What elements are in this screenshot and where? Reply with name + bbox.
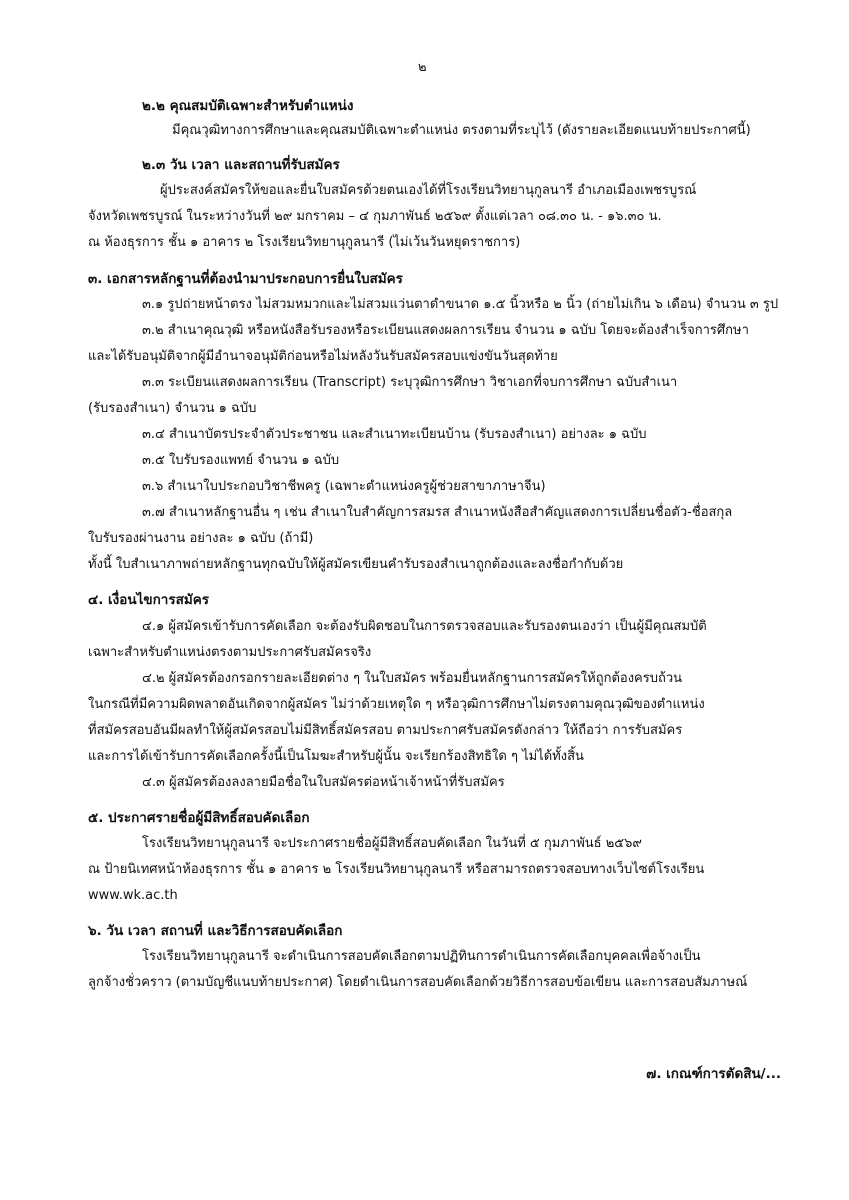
section-2-3-line-3: ณ ห้องธุรการ ชั้น ๑ อาคาร ๒ โรงเรียนวิทยานุกูลนารี (ไม่เว้นวันหยุดราชการ) bbox=[88, 235, 521, 250]
section-6-line-1: โรงเรียนวิทยานุกูลนารี จะดำเนินการสอบคัดเลือกตามปฏิทินการดำเนินการคัดเลือกบุคคลเพื่อจ้างเป็น bbox=[142, 949, 701, 964]
section-5-website: www.wk.ac.th bbox=[88, 888, 178, 903]
section-5-line-1: โรงเรียนวิทยานุกูลนารี จะประกาศรายชื่อผู้มีสิทธิ์สอบคัดเลือก ในวันที่ ๕ กุมภาพันธ์ ๒๕๖๙ bbox=[142, 836, 642, 851]
section-3-heading: ๓. เอกสารหลักฐานที่ต้องนำมาประกอบการยื่นใบสมัคร bbox=[88, 271, 403, 287]
section-4-2-line-1: ๔.๒ ผู้สมัครต้องกรอกรายละเอียดต่าง ๆ ในใบสมัคร พร้อมยื่นหลักฐานการสมัครให้ถูกต้องครบถ้วน bbox=[142, 671, 683, 686]
section-3-7-line-1: ๓.๗ สำเนาหลักฐานอื่น ๆ เช่น สำเนาใบสำคัญการสมรส สำเนาหนังสือสำคัญแสดงการเปลี่ยนชื่อตัว-ชื่อสกุล bbox=[142, 505, 733, 520]
page-number: ๒ bbox=[418, 60, 427, 75]
section-3-6: ๓.๖ สำเนาใบประกอบวิชาชีพครู (เฉพาะตำแหน่งครูผู้ช่วยสาขาภาษาจีน) bbox=[142, 479, 546, 494]
section-3-3-line-2: (รับรองสำเนา) จำนวน ๑ ฉบับ bbox=[88, 401, 257, 416]
section-4-2-line-3: ที่สมัครสอบอันมีผลทำให้ผู้สมัครสอบไม่มีสิทธิ์สมัครสอบ ตามประกาศรับสมัครดังกล่าว ให้ถือว่า การรับสมัคร bbox=[88, 723, 683, 738]
section-3-2-line-1: ๓.๒ สำเนาคุณวุฒิ หรือหนังสือรับรองหรือระเบียนแสดงผลการเรียน จำนวน ๑ ฉบับ โดยจะต้องสำเร็จการศึกษา bbox=[142, 323, 749, 338]
section-6-heading: ๖. วัน เวลา สถานที่ และวิธีการสอบคัดเลือก bbox=[88, 923, 343, 939]
section-5-line-2: ณ ป้ายนิเทศหน้าห้องธุรการ ชั้น ๑ อาคาร ๒ โรงเรียนวิทยานุกูลนารี หรือสามารถตรวจสอบทางเว็บไซต์โรงเรียน bbox=[88, 862, 705, 877]
section-3-4: ๓.๔ สำเนาบัตรประจำตัวประชาชน และสำเนาทะเบียนบ้าน (รับรองสำเนา) อย่างละ ๑ ฉบับ bbox=[142, 427, 647, 442]
section-2-3-line-1: ผู้ประสงค์สมัครให้ขอและยื่นใบสมัครด้วยตนเองได้ที่โรงเรียนวิทยานุกูลนารี อำเภอเมืองเพชรบูรณ์ bbox=[160, 183, 697, 198]
section-4-1-line-2: เฉพาะสำหรับตำแหน่งตรงตามประกาศรับสมัครจริง bbox=[88, 645, 372, 660]
section-3-7-line-2: ใบรับรองผ่านงาน อย่างละ ๑ ฉบับ (ถ้ามี) bbox=[88, 531, 314, 546]
section-5-heading: ๕. ประกาศรายชื่อผู้มีสิทธิ์สอบคัดเลือก bbox=[88, 810, 310, 826]
section-4-heading: ๔. เงื่อนไขการสมัคร bbox=[88, 592, 210, 608]
section-2-3-heading: ๒.๓ วัน เวลา และสถานที่รับสมัคร bbox=[142, 157, 340, 173]
section-2-2-text: มีคุณวุฒิทางการศึกษาและคุณสมบัติเฉพาะตำแหน่ง ตรงตามที่ระบุไว้ (ดังรายละเอียดแนบท้ายประกาศนี้) bbox=[172, 123, 751, 138]
continue-marker: ๗. เกณฑ์การตัดสิน/... bbox=[646, 1066, 781, 1082]
section-3-2-line-2: และได้รับอนุมัติจากผู้มีอำนาจอนุมัติก่อนหรือไม่หลังวันรับสมัครสอบแข่งขันวันสุดท้าย bbox=[88, 349, 558, 364]
section-4-3: ๔.๓ ผู้สมัครต้องลงลายมือชื่อในใบสมัครต่อหน้าเจ้าหน้าที่รับสมัคร bbox=[142, 775, 505, 790]
section-4-2-line-2: ในกรณีที่มีความผิดพลาดอันเกิดจากผู้สมัคร ไม่ว่าด้วยเหตุใด ๆ หรือวุฒิการศึกษาไม่ตรงตามคุณวุฒิของตำแหน่ง bbox=[88, 697, 705, 712]
section-4-2-line-4: และการได้เข้ารับการคัดเลือกครั้งนี้เป็นโมฆะสำหรับผู้นั้น จะเรียกร้องสิทธิใด ๆ ไม่ได้ทั้งสิ้น bbox=[88, 749, 584, 764]
section-3-1: ๓.๑ รูปถ่ายหน้าตรง ไม่สวมหมวกและไม่สวมแว่นตาดำขนาด ๑.๕ นิ้วหรือ ๒ นิ้ว (ถ่ายไม่เกิน ๖ เดือน) จำนวน ๓ รูป bbox=[142, 297, 779, 312]
section-2-3-line-2: จังหวัดเพชรบูรณ์ ในระหว่างวันที่ ๒๙ มกราคม – ๔ กุมภาพันธ์ ๒๕๖๙ ตั้งแต่เวลา ๐๘.๓๐ น. - ๑๖.๓๐ น. bbox=[88, 209, 662, 224]
section-3-note: ทั้งนี้ ใบสำเนาภาพถ่ายหลักฐานทุกฉบับให้ผู้สมัครเขียนคำรับรองสำเนาถูกต้องและลงชื่อกำกับด้วย bbox=[88, 557, 624, 572]
section-3-3-line-1: ๓.๓ ระเบียนแสดงผลการเรียน (Transcript) ระบุวุฒิการศึกษา วิชาเอกที่จบการศึกษา ฉบับสำเนา bbox=[142, 375, 678, 390]
section-2-2-heading: ๒.๒ คุณสมบัติเฉพาะสำหรับตำแหน่ง bbox=[142, 98, 354, 114]
section-6-line-2: ลูกจ้างชั่วคราว (ตามบัญชีแนบท้ายประกาศ) โดยดำเนินการสอบคัดเลือกด้วยวิธีการสอบข้อเขียน และการสอบสัมภาษณ์ bbox=[88, 975, 748, 990]
section-3-5: ๓.๕ ใบรับรองแพทย์ จำนวน ๑ ฉบับ bbox=[142, 453, 340, 468]
section-4-1-line-1: ๔.๑ ผู้สมัครเข้ารับการคัดเลือก จะต้องรับผิดชอบในการตรวจสอบและรับรองตนเองว่า เป็นผู้มีคุณสมบัติ bbox=[142, 619, 707, 634]
